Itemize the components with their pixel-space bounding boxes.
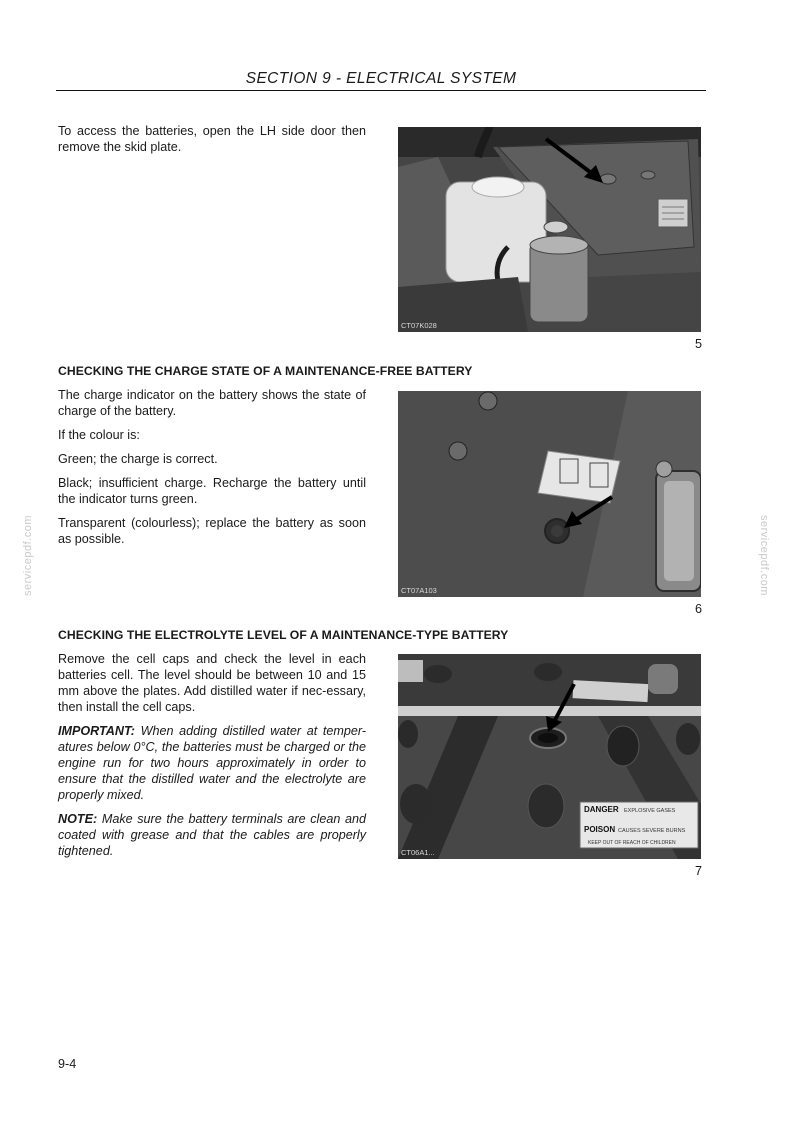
intro-paragraph: To access the batteries, open the LH side door then remove the skid plate. [58, 124, 366, 154]
charge-paragraph-4: Black; insufficient charge. Recharge the battery until the indicator turns green. [58, 476, 366, 506]
important-paragraph [58, 723, 366, 803]
watermark-right: servicepdf.com [758, 515, 770, 596]
charge-paragraph-5: Transparent (colourless); replace the battery as soon as possible. [58, 516, 366, 546]
figure-number: 5 [694, 337, 702, 351]
heading-electrolyte-level: CHECKING THE ELECTROLYTE LEVEL OF A MAINTENANCE-TYPE BATTERY [58, 628, 509, 642]
section-title: SECTION 9 - ELECTRICAL SYSTEM [245, 70, 517, 87]
photo-charge-indicator [398, 391, 701, 597]
photo-code: CT07K028 [401, 321, 437, 330]
label-burns: CAUSES SEVERE BURNS [618, 828, 686, 834]
note-label: NOTE: [58, 812, 98, 826]
charge-paragraph-1: The charge indicator on the battery shows the state of charge of the battery. [58, 388, 366, 418]
watermark-left: servicepdf.com [22, 515, 34, 596]
label-explosive: EXPLOSIVE GASES [624, 808, 676, 814]
important-text: When adding distilled water at temper-atures below 0°C, the batteries must be charged or the engine run for two hours approximately in order to ensure that the distilled water and the electrolyte are properly mixed. [58, 724, 366, 802]
note-paragraph [58, 811, 366, 859]
header-rule [56, 90, 706, 91]
photo-code: CT07A103 [401, 586, 437, 595]
charge-paragraph-2: If the colour is: [58, 428, 140, 442]
note-text: Make sure the battery terminals are clean and coated with grease and that the cables are properly tightened. [58, 812, 366, 858]
photo-battery-access [398, 127, 701, 332]
electrolyte-paragraph: Remove the cell caps and check the level in each batteries cell. The level should be between 10 and 15 mm above the plates. Add distilled water if nec-essary, then install the cell caps. [58, 652, 366, 714]
label-poison: POISON [584, 825, 616, 834]
heading-charge-state: CHECKING THE CHARGE STATE OF A MAINTENANCE-FREE BATTERY [58, 364, 473, 378]
photo-cell-caps [398, 654, 701, 859]
important-label: IMPORTANT: [58, 724, 135, 738]
charge-paragraph-3: Green; the charge is correct. [58, 452, 218, 466]
page-number: 9-4 [58, 1057, 77, 1071]
photo-code: CT06A1... [401, 848, 435, 857]
figure-number: 7 [694, 864, 702, 878]
figure-number: 6 [694, 602, 702, 616]
label-keep-out: KEEP OUT OF REACH OF CHILDREN [588, 840, 676, 846]
label-danger: DANGER [584, 805, 619, 814]
